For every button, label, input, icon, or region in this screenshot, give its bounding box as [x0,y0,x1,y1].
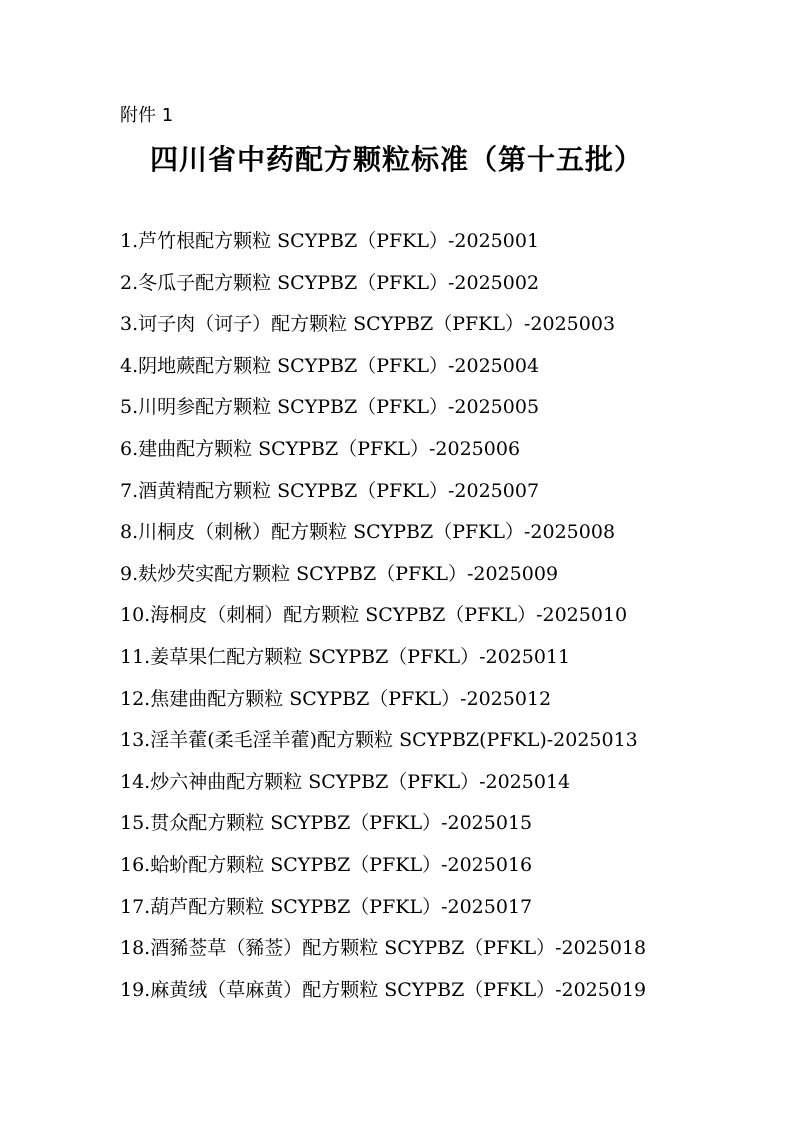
list-item: 3.诃子肉（诃子）配方颗粒 SCYPBZ（PFKL）-2025003 [120,313,616,336]
page-title: 四川省中药配方颗粒标准（第十五批） [149,143,643,176]
list-item: 6.建曲配方颗粒 SCYPBZ（PFKL）-2025006 [120,437,521,460]
list-item: 19.麻黄绒（草麻黄）配方颗粒 SCYPBZ（PFKL）-2025019 [120,978,647,1001]
list-item: 8.川桐皮（刺楸）配方颗粒 SCYPBZ（PFKL）-2025008 [120,521,616,544]
list-item: 10.海桐皮（刺桐）配方颗粒 SCYPBZ（PFKL）-2025010 [120,604,628,627]
list-item: 11.姜草果仁配方颗粒 SCYPBZ（PFKL）-2025011 [120,645,571,668]
list-item: 2.冬瓜子配方颗粒 SCYPBZ（PFKL）-2025002 [120,271,540,294]
list-item: 14.炒六神曲配方颗粒 SCYPBZ（PFKL）-2025014 [120,770,571,793]
list-item: 17.葫芦配方颗粒 SCYPBZ（PFKL）-2025017 [120,895,533,918]
list-item: 16.蛤蚧配方颗粒 SCYPBZ（PFKL）-2025016 [120,853,533,876]
standards-list [120,227,780,1017]
list-item: 18.酒豨莶草（豨莶）配方颗粒 SCYPBZ（PFKL）-2025018 [120,937,647,960]
list-item: 4.阴地蕨配方颗粒 SCYPBZ（PFKL）-2025004 [120,354,540,377]
list-item: 9.麸炒芡实配方颗粒 SCYPBZ（PFKL）-2025009 [120,562,559,585]
list-item: 5.川明参配方颗粒 SCYPBZ（PFKL）-2025005 [120,396,540,419]
attachment-label: 附件 1 [120,105,174,126]
list-item: 15.贯众配方颗粒 SCYPBZ（PFKL）-2025015 [120,812,533,835]
list-item: 12.焦建曲配方颗粒 SCYPBZ（PFKL）-2025012 [120,687,552,710]
list-item: 7.酒黄精配方颗粒 SCYPBZ（PFKL）-2025007 [120,479,540,502]
list-item: 13.淫羊藿(柔毛淫羊藿)配方颗粒 SCYPBZ(PFKL)-2025013 [120,729,638,752]
list-item: 1.芦竹根配方颗粒 SCYPBZ（PFKL）-2025001 [120,230,540,252]
